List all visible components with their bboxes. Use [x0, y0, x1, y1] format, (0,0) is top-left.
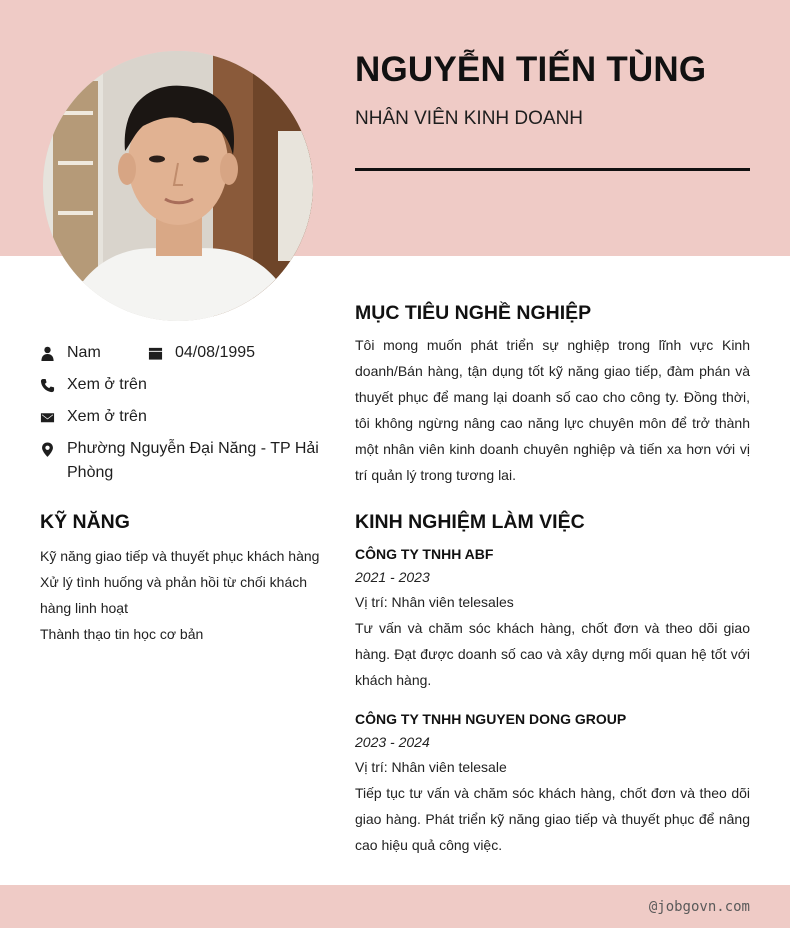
objective-heading: MỤC TIÊU NGHỀ NGHIỆP	[355, 302, 592, 324]
mail-icon	[40, 405, 67, 429]
job-description: Tiếp tục tư vấn và chăm sóc khách hàng, chốt đơn và theo dõi giao hàng. Phát triển kỹ năng giao tiếp và thuyết phục để nâng cao hiệu quả công việc.	[355, 785, 750, 853]
candidate-name: NGUYỄN TIẾN TÙNG	[355, 50, 707, 89]
phone-value: Xem ở trên	[67, 376, 147, 393]
job-description: Tư vấn và chăm sóc khách hàng, chốt đơn và theo dõi giao hàng. Đạt được doanh số cao và xây dựng mối quan hệ tốt với khách hàng.	[355, 620, 750, 688]
title-divider	[355, 168, 750, 171]
experience-entry	[355, 708, 750, 858]
skill-item: Kỹ năng giao tiếp và thuyết phục khách hàng	[40, 548, 320, 564]
company-name: CÔNG TY TNHH NGUYEN DONG GROUP	[355, 711, 627, 727]
experience-entry	[355, 543, 750, 693]
email-row	[40, 405, 147, 429]
skills-list	[40, 543, 325, 647]
phone-icon	[40, 373, 67, 397]
skills-heading: KỸ NĂNG	[40, 511, 130, 533]
footer-watermark: @jobgovn.com	[648, 899, 750, 915]
skill-item: Thành thạo tin học cơ bản	[40, 626, 204, 642]
gender-row	[40, 341, 101, 365]
candidate-job-title: NHÂN VIÊN KINH DOANH	[355, 108, 584, 129]
location-pin-icon	[40, 437, 67, 461]
work-period: 2023 - 2024	[355, 734, 430, 750]
experience-heading: KINH NGHIỆM LÀM VIỆC	[355, 511, 585, 533]
person-icon	[40, 341, 67, 365]
skill-item: Xử lý tình huống và phản hồi từ chối khách hàng linh hoạt	[40, 574, 308, 616]
birthday-row	[148, 341, 255, 365]
address-value: Phường Nguyễn Đại Năng - TP Hải Phòng	[67, 440, 319, 481]
profile-photo	[43, 51, 313, 321]
email-value: Xem ở trên	[67, 408, 147, 425]
job-position: Vị trí: Nhân viên telesales	[355, 594, 514, 610]
gender-value: Nam	[67, 344, 101, 361]
objective-text: Tôi mong muốn phát triển sự nghiệp trong lĩnh vực Kinh doanh/Bán hàng, tận dụng tốt kỹ năng giao tiếp, đàm phán và thuyết phục để mang lại doanh số cao cho công ty. Đồng thời, tôi không ngừng nâng cao năng lực chuyên môn để trở thành một nhân viên kinh doanh chuyên nghiệp và tiến xa hơn với vị trí quản lý trong tương lai.	[355, 337, 750, 483]
birthday-value: 04/08/1995	[175, 344, 256, 361]
address-row	[40, 437, 330, 485]
calendar-icon	[148, 341, 175, 365]
job-position: Vị trí: Nhân viên telesale	[355, 759, 507, 775]
work-period: 2021 - 2023	[355, 569, 430, 585]
phone-row	[40, 373, 147, 397]
company-name: CÔNG TY TNHH ABF	[355, 546, 494, 562]
